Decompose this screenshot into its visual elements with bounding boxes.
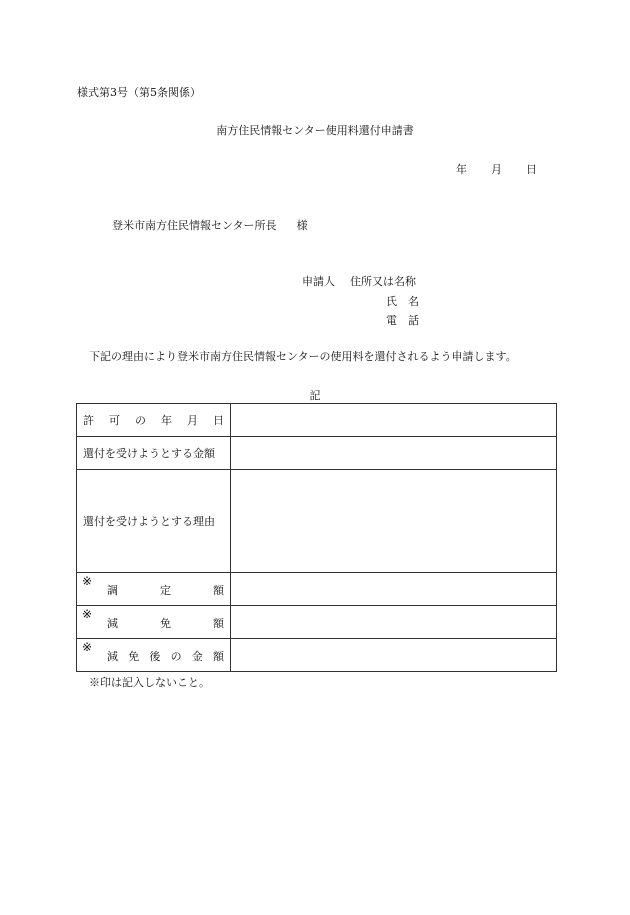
addressee xyxy=(112,217,308,233)
applicant-label: 申請人 xyxy=(302,275,335,288)
table-row-amount xyxy=(77,437,557,470)
table-row-permit-date xyxy=(77,404,557,437)
office-use-mark: ※ xyxy=(82,574,93,588)
addressee-name: 登米市南方住民情報センター所長 xyxy=(112,219,277,232)
application-table xyxy=(76,403,557,672)
permit-date-field[interactable] xyxy=(231,404,557,437)
table-row-reduction xyxy=(77,606,557,639)
date-month: 月 xyxy=(491,163,502,176)
date-year: 年 xyxy=(456,163,467,176)
table-row-after-reduction xyxy=(77,639,557,672)
footnote: ※印は記入しないこと。 xyxy=(89,676,210,689)
phone-label: 電 話 xyxy=(386,314,419,327)
table-row-reason xyxy=(77,470,557,573)
reduction-amount-field[interactable] xyxy=(231,606,557,639)
date-line xyxy=(456,161,537,177)
assessed-amount-label: ※ 調 定 額 xyxy=(77,573,231,606)
body-text: 下記の理由により登米市南方住民情報センターの使用料を還付されるよう申請します。 xyxy=(89,350,517,363)
office-use-mark: ※ xyxy=(82,607,93,621)
date-day: 日 xyxy=(526,163,537,176)
address-label: 住所又は名称 xyxy=(350,275,416,288)
refund-reason-field[interactable] xyxy=(231,470,557,573)
reduction-amount-label: ※ 減 免 額 xyxy=(77,606,231,639)
refund-amount-label: 還付を受けようとする金額 xyxy=(77,437,231,470)
assessed-amount-field[interactable] xyxy=(231,573,557,606)
office-use-mark: ※ xyxy=(82,640,93,654)
permit-date-label: 許 可 の 年 月 日 xyxy=(77,404,231,437)
name-label: 氏 名 xyxy=(386,295,419,308)
document-title: 南方住民情報センター使用料還付申請書 xyxy=(216,124,414,137)
after-reduction-amount-field[interactable] xyxy=(231,639,557,672)
table-row-assessed xyxy=(77,573,557,606)
after-reduction-amount-label: ※ 減 免 後 の 金 額 xyxy=(77,639,231,672)
addressee-honorific: 様 xyxy=(296,219,308,232)
refund-amount-field[interactable] xyxy=(231,437,557,470)
ki-heading: 記 xyxy=(309,389,321,402)
refund-reason-label: 還付を受けようとする理由 xyxy=(77,470,231,573)
form-number: 様式第3号（第5条関係） xyxy=(77,86,201,99)
